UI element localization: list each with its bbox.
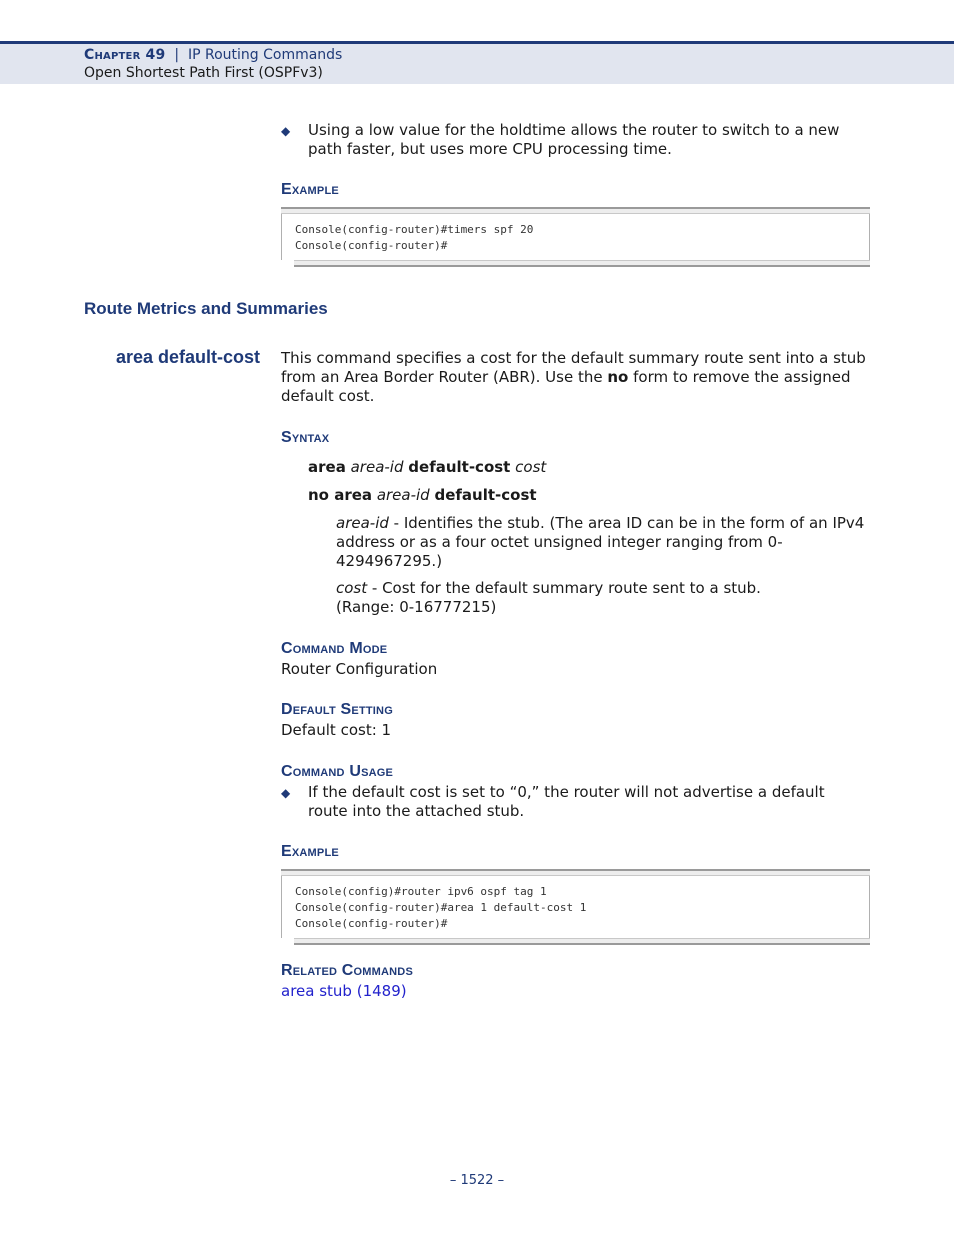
syntax-label: Syntax	[281, 429, 330, 446]
example-code-box	[281, 869, 870, 945]
default-setting-value: Default cost: 1	[281, 721, 392, 739]
chapter-label: Chapter 49	[84, 47, 166, 63]
page-header	[0, 41, 954, 84]
description-text: This command specifies a cost for the default summary route sent into a stub from an Area Border Router (ABR). Use the	[281, 349, 866, 386]
description-no-keyword: no	[607, 368, 629, 386]
code-line: Console(config-router)#timers spf 20	[295, 223, 534, 236]
usage-bullet-text: If the default cost is set to “0,” the router will not advertise a default route into the attached stub.	[308, 783, 825, 820]
bullet-icon: ◆	[281, 124, 291, 138]
related-command-link[interactable]: area stub (1489)	[281, 982, 407, 1000]
command-mode-label: Command Mode	[281, 640, 388, 657]
code-line: Console(config-router)#	[295, 917, 448, 930]
chapter-title: IP Routing Commands	[187, 47, 343, 63]
example-label: Example	[281, 843, 339, 860]
command-description	[281, 349, 871, 406]
command-mode-value: Router Configuration	[281, 660, 438, 678]
page-number: – 1522 –	[449, 1173, 505, 1188]
example-label: Example	[281, 181, 339, 198]
section-heading: Route Metrics and Summaries	[84, 299, 328, 318]
code-line: Console(config-router)#	[295, 239, 448, 252]
chapter-line	[84, 47, 342, 63]
command-name: area default-cost	[116, 347, 261, 367]
syntax-line-2: no area area-id default-cost	[308, 486, 537, 504]
syntax-line-1: area area-id default-cost cost	[308, 458, 547, 476]
code-line: Console(config-router)#area 1 default-cost 1	[295, 901, 587, 914]
description-text-end: form to remove the assigned default cost.	[281, 368, 851, 405]
chapter-subtitle: Open Shortest Path First (OSPFv3)	[84, 65, 323, 81]
param-area-id: area-id - Identifies the stub. (The area ID can be in the form of an IPv4 address or as a four octet unsigned integer ranging from 0-4294967295.)	[336, 514, 865, 570]
default-setting-label: Default Setting	[281, 701, 393, 718]
related-commands-label: Related Commands	[281, 962, 413, 979]
bullet-icon: ◆	[281, 786, 291, 800]
command-usage-label: Command Usage	[281, 763, 394, 780]
code-line: Console(config)#router ipv6 ospf tag 1	[295, 885, 547, 898]
chapter-separator: |	[174, 47, 180, 63]
holdtime-bullet-text: Using a low value for the holdtime allows the router to switch to a new path faster, but uses more CPU processing time.	[308, 121, 840, 158]
param-cost: cost - Cost for the default summary route sent to a stub. (Range: 0-16777215)	[336, 579, 761, 616]
example-code-box	[281, 207, 870, 267]
